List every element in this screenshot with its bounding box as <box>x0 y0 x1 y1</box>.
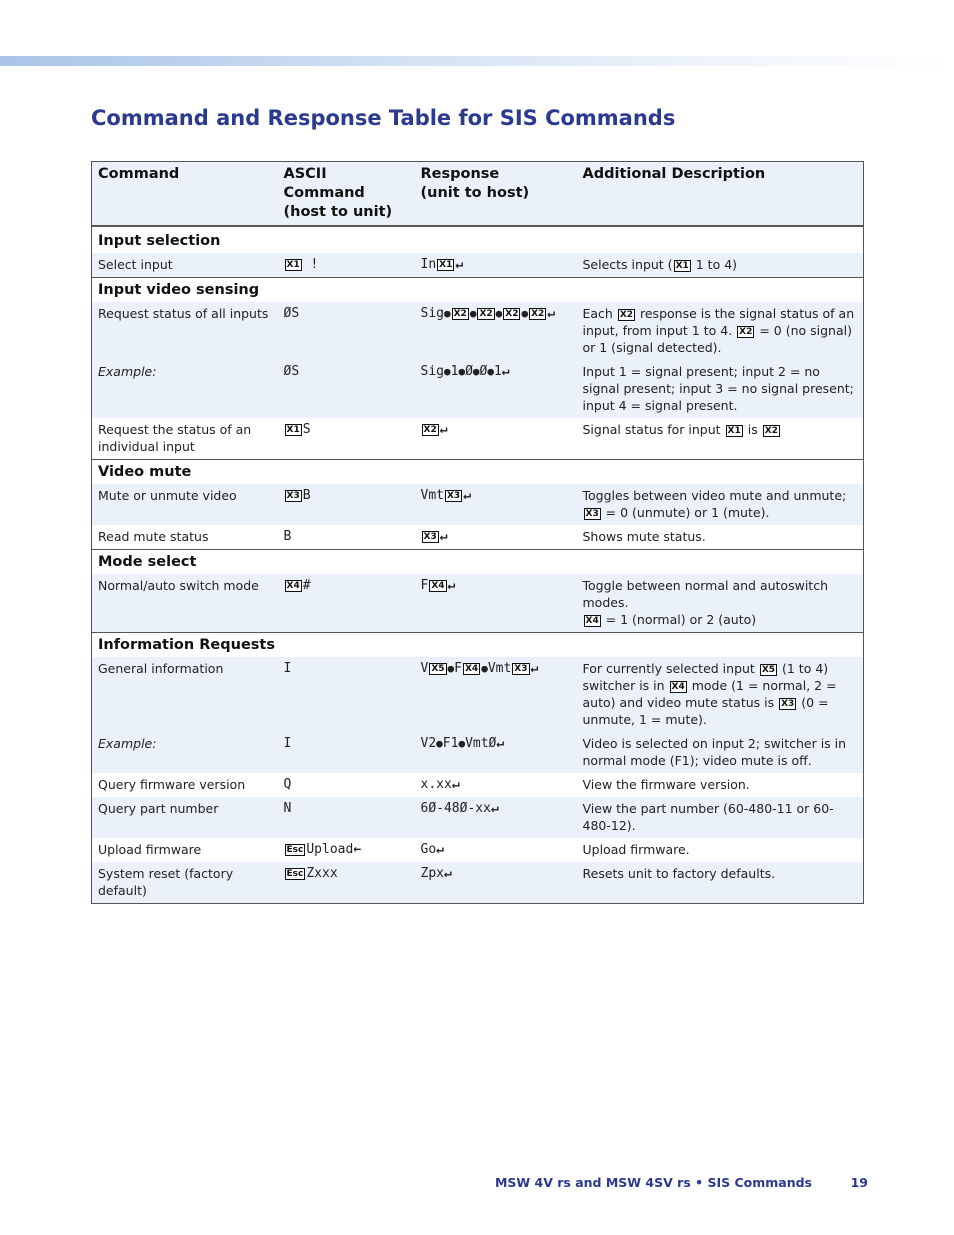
header-gradient-bar <box>0 56 954 66</box>
variable-x5-icon: X5 <box>761 664 776 675</box>
variable-x2-icon: X2 <box>619 309 634 320</box>
table-row: Mute or unmute video X3 B Vmt X3 ↵ Toggles between video mute and unmute; X3 = 0 (unmute) or 1 (mute). <box>92 484 864 525</box>
variable-x2-icon: X2 <box>739 326 753 337</box>
return-icon: ↵ <box>447 578 456 593</box>
return-icon: ↵ <box>547 306 556 321</box>
variable-x3-icon: X3 <box>446 490 461 501</box>
return-icon: ↵ <box>501 364 510 379</box>
section-video-mute: Video mute <box>92 460 864 485</box>
variable-x2-icon: X2 <box>423 424 437 435</box>
variable-x2-icon: X2 <box>453 308 467 319</box>
table-header-row <box>92 162 864 227</box>
header-ascii-command: ASCII Command (host to unit) <box>278 162 415 227</box>
header-additional-description: Additional Description <box>577 162 864 227</box>
bullet-icon: ● <box>436 737 443 750</box>
return-icon: ↵ <box>451 777 460 792</box>
table-row: Read mute status B X3 ↵ Shows mute status. <box>92 525 864 550</box>
variable-x1-icon: X1 <box>727 425 741 436</box>
page-title: Command and Response Table for SIS Commands <box>91 106 676 130</box>
return-icon: ↵ <box>439 529 448 544</box>
variable-x4-icon: X4 <box>671 681 685 692</box>
table-row: Upload firmware Esc Upload← Go↵ Upload firmware. <box>92 838 864 862</box>
return-icon: ↵ <box>496 736 505 751</box>
bullet-icon: ● <box>443 365 451 378</box>
table-row: Normal/auto switch mode X4 # F X4 ↵ Toggle between normal and autoswitch modes. X4 = 1 (normal) or 2 (auto) <box>92 574 864 633</box>
header-response: Response (unit to host) <box>415 162 577 227</box>
variable-x4-icon: X4 <box>431 580 445 591</box>
sis-command-table <box>91 161 864 904</box>
section-input-video-sensing: Input video sensing <box>92 278 864 303</box>
return-icon: ↵ <box>443 866 452 881</box>
bullet-icon: ● <box>443 307 451 320</box>
bullet-icon: ● <box>472 365 480 378</box>
variable-x3-icon: X3 <box>286 490 300 501</box>
escape-key-icon: Esc <box>286 868 304 879</box>
variable-x2-icon: X2 <box>479 308 493 319</box>
table-row: Request the status of an individual input X1 S X2 ↵ Signal status for input X1 is X2 <box>92 418 864 460</box>
variable-x4-icon: X4 <box>585 615 599 626</box>
variable-x1-icon: X1 <box>286 424 300 435</box>
variable-x1-icon: X1 <box>675 260 689 271</box>
table-row: System reset (factory default) Esc Zxxx Zpx↵ Resets unit to factory defaults. <box>92 862 864 904</box>
section-input-selection: Input selection <box>92 229 864 253</box>
section-information-requests: Information Requests <box>92 633 864 658</box>
variable-x2-icon: X2 <box>505 308 519 319</box>
footer-document-title: MSW 4V rs and MSW 4SV rs • SIS Commands <box>494 1175 812 1190</box>
variable-x4-icon: X4 <box>286 580 300 591</box>
bullet-icon: ● <box>487 365 494 378</box>
bullet-icon: ● <box>447 662 455 675</box>
table-row: Query part number N 6Ø-48Ø-xx↵ View the part number (60-480-11 or 60-480-12). <box>92 797 864 838</box>
bullet-icon: ● <box>481 662 488 675</box>
variable-x3-icon: X3 <box>423 531 437 542</box>
bullet-icon: ● <box>458 365 466 378</box>
return-icon: ↵ <box>436 842 444 857</box>
escape-key-icon: Esc <box>286 844 304 855</box>
header-command: Command <box>92 162 278 227</box>
section-mode-select: Mode select <box>92 550 864 575</box>
bullet-icon: ● <box>469 307 477 320</box>
variable-x1-icon: X1 <box>286 259 300 270</box>
table-row: Select input X1 ! In X1 ↵ Selects input ( X1 1 to 4) <box>92 253 864 278</box>
return-icon: ↵ <box>455 257 464 272</box>
variable-x4-icon: X4 <box>464 663 479 674</box>
variable-x1-icon: X1 <box>439 259 453 270</box>
table-row: Example: ØS Sig●1●Ø●Ø●1↵ Input 1 = signal present; input 2 = no signal present; input 3 = no signal present; input 4 = signal present. <box>92 360 864 418</box>
variable-x3-icon: X3 <box>781 698 795 709</box>
variable-x5-icon: X5 <box>431 663 445 674</box>
table-row: Query firmware version Q x.xx↵ View the firmware version. <box>92 773 864 797</box>
variable-x3-icon: X3 <box>514 663 528 674</box>
return-icon: ↵ <box>530 661 539 676</box>
page-number: 19 <box>850 1175 868 1190</box>
variable-x2-icon: X2 <box>531 308 545 319</box>
table-row: Request status of all inputs ØS Sig● X2 ● X2 ● X2 ● X2 ↵ Each X2 response is the signal status of an input, from input 1 to 4. X2 = 0 (no signal) or 1 (signal detected). <box>92 302 864 360</box>
variable-x2-icon: X2 <box>764 425 778 436</box>
bullet-icon: ● <box>495 307 503 320</box>
return-icon: ↵ <box>439 422 448 437</box>
bullet-icon: ● <box>521 307 529 320</box>
return-icon: ↵ <box>463 488 472 503</box>
left-arrow-icon: ← <box>353 842 362 857</box>
variable-x3-icon: X3 <box>585 508 599 519</box>
table-row: General information I V X5 ●F X4 ●Vmt X3 ↵ For currently selected input X5 (1 to 4) switcher is in X4 mode (1 = normal, 2 = auto) and video mute status is X3 (0 = unmute, 1 = mute). <box>92 657 864 732</box>
table-row: Example: I V2●F1●VmtØ↵ Video is selected on input 2; switcher is in normal mode (F1); video mute is off. <box>92 732 864 773</box>
bullet-icon: ● <box>458 737 466 750</box>
return-icon: ↵ <box>490 801 499 816</box>
